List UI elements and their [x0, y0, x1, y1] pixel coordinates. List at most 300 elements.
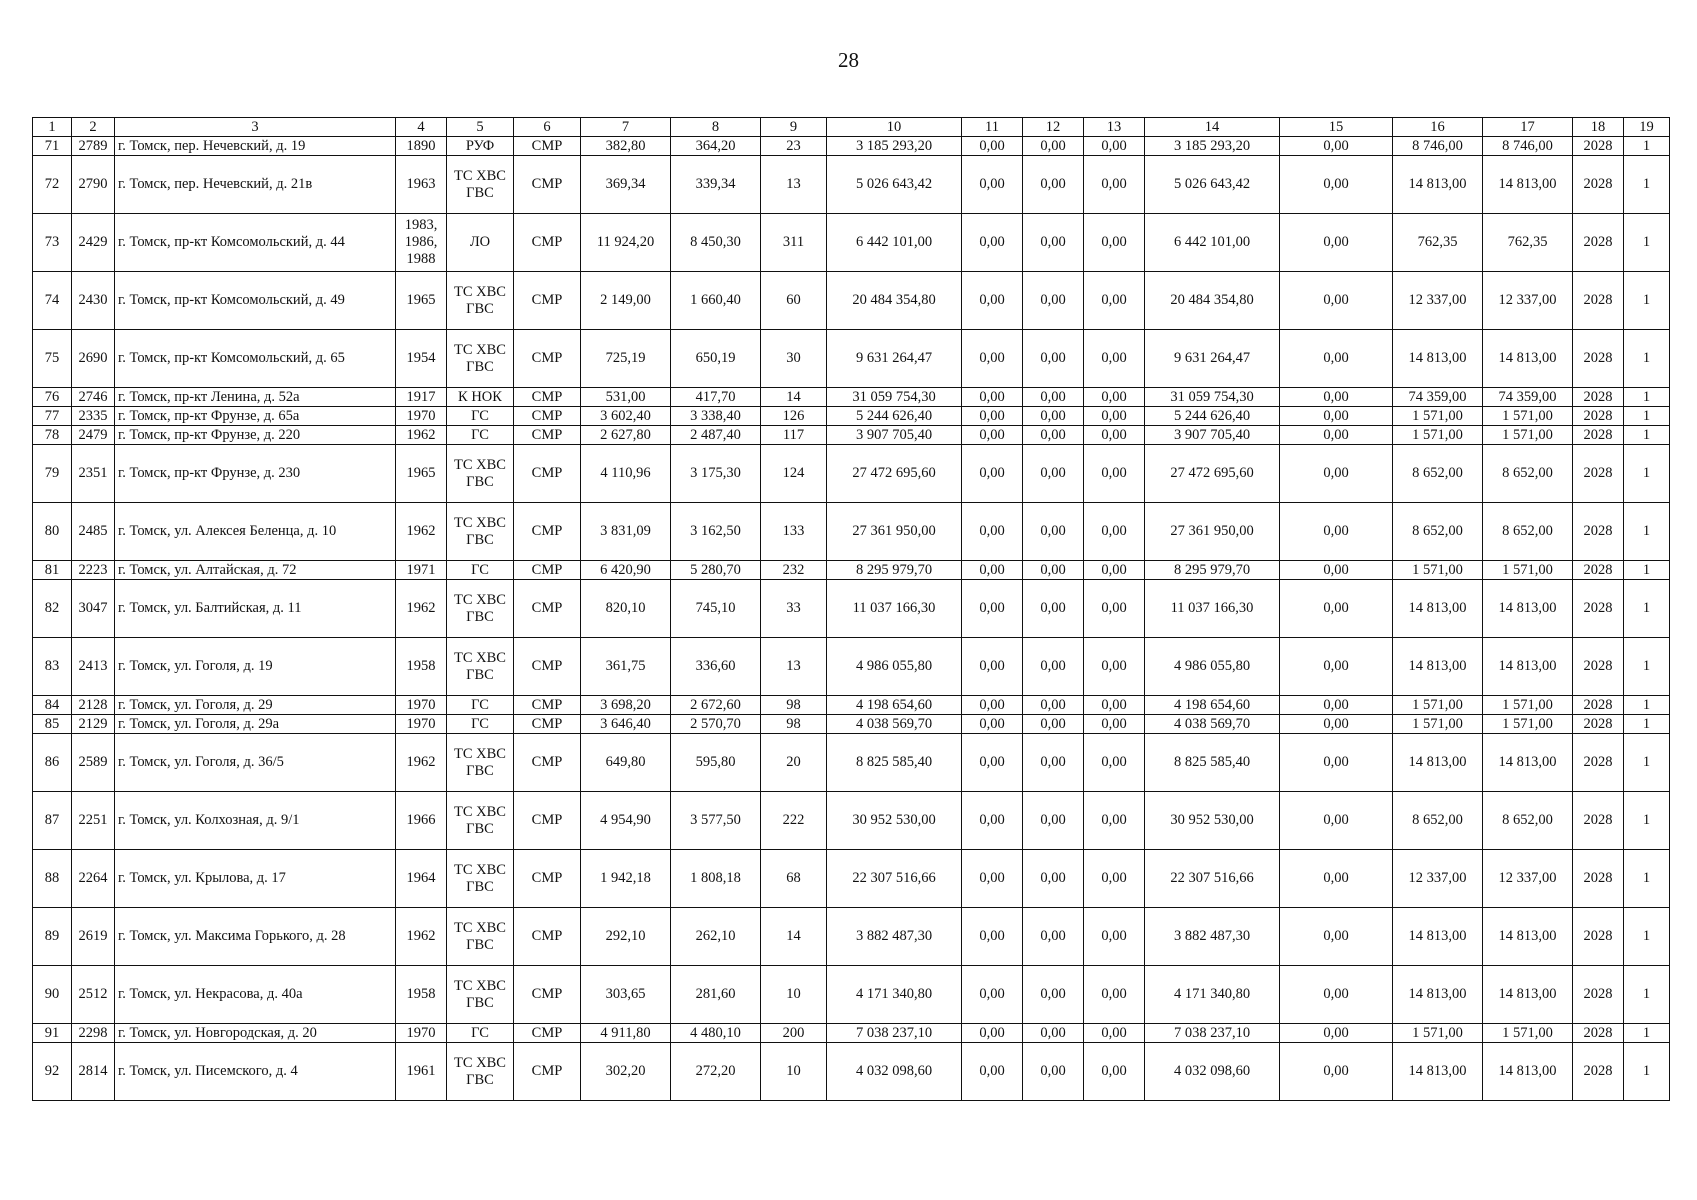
table-cell-col-8: 272,20 — [671, 1043, 761, 1101]
table-row — [33, 445, 1670, 503]
table-cell-col-8: 281,60 — [671, 966, 761, 1024]
table-cell-col-18: 2028 — [1573, 330, 1624, 388]
table-cell-col-17: 14 813,00 — [1483, 156, 1573, 214]
table-cell-col-18: 2028 — [1573, 850, 1624, 908]
table-cell-col-18: 2028 — [1573, 561, 1624, 580]
table-row — [33, 330, 1670, 388]
table-cell-col-10: 5 244 626,40 — [827, 407, 962, 426]
table-cell-col-15: 0,00 — [1280, 561, 1393, 580]
table-cell-col-2: 2746 — [72, 388, 115, 407]
column-header-11: 11 — [962, 118, 1023, 137]
table-cell-col-9: 232 — [761, 561, 827, 580]
table-cell-col-7: 725,19 — [581, 330, 671, 388]
table-cell-col-5: ТС ХВС ГВС — [447, 330, 514, 388]
table-cell-col-6: СМР — [514, 156, 581, 214]
table-cell-col-7: 3 646,40 — [581, 715, 671, 734]
housing-repair-table — [32, 117, 1670, 1101]
table-cell-col-19: 1 — [1624, 966, 1670, 1024]
table-cell-col-9: 117 — [761, 426, 827, 445]
table-cell-col-13: 0,00 — [1084, 407, 1145, 426]
table-cell-col-12: 0,00 — [1023, 561, 1084, 580]
table-row — [33, 561, 1670, 580]
table-cell-col-4: 1970 — [396, 715, 447, 734]
table-cell-col-15: 0,00 — [1280, 156, 1393, 214]
table-cell-col-9: 10 — [761, 966, 827, 1024]
table-cell-col-15: 0,00 — [1280, 503, 1393, 561]
table-cell-col-9: 13 — [761, 156, 827, 214]
table-cell-col-13: 0,00 — [1084, 503, 1145, 561]
table-cell-col-2: 2128 — [72, 696, 115, 715]
table-cell-col-11: 0,00 — [962, 734, 1023, 792]
table-cell-col-12: 0,00 — [1023, 137, 1084, 156]
table-row — [33, 580, 1670, 638]
table-cell-col-12: 0,00 — [1023, 734, 1084, 792]
table-cell-col-16: 8 746,00 — [1393, 137, 1483, 156]
table-cell-col-6: СМР — [514, 715, 581, 734]
table-cell-col-9: 68 — [761, 850, 827, 908]
table-cell-col-9: 33 — [761, 580, 827, 638]
table-cell-col-12: 0,00 — [1023, 850, 1084, 908]
table-cell-col-1: 71 — [33, 137, 72, 156]
table-cell-col-3: г. Томск, ул. Гоголя, д. 19 — [115, 638, 396, 696]
table-cell-col-6: СМР — [514, 908, 581, 966]
table-cell-col-15: 0,00 — [1280, 638, 1393, 696]
table-cell-col-8: 5 280,70 — [671, 561, 761, 580]
table-cell-col-1: 85 — [33, 715, 72, 734]
table-cell-col-3: г. Томск, ул. Гоголя, д. 29 — [115, 696, 396, 715]
table-cell-col-8: 339,34 — [671, 156, 761, 214]
table-cell-col-1: 76 — [33, 388, 72, 407]
table-cell-col-17: 14 813,00 — [1483, 638, 1573, 696]
table-cell-col-4: 1961 — [396, 1043, 447, 1101]
table-cell-col-3: г. Томск, ул. Писемского, д. 4 — [115, 1043, 396, 1101]
table-cell-col-1: 89 — [33, 908, 72, 966]
table-cell-col-13: 0,00 — [1084, 734, 1145, 792]
table-cell-col-9: 23 — [761, 137, 827, 156]
table-cell-col-19: 1 — [1624, 445, 1670, 503]
table-cell-col-19: 1 — [1624, 792, 1670, 850]
table-cell-col-16: 74 359,00 — [1393, 388, 1483, 407]
table-cell-col-17: 14 813,00 — [1483, 1043, 1573, 1101]
table-cell-col-16: 14 813,00 — [1393, 908, 1483, 966]
table-cell-col-15: 0,00 — [1280, 137, 1393, 156]
table-cell-col-6: СМР — [514, 137, 581, 156]
table-row — [33, 850, 1670, 908]
table-cell-col-11: 0,00 — [962, 580, 1023, 638]
table-cell-col-15: 0,00 — [1280, 696, 1393, 715]
table-cell-col-12: 0,00 — [1023, 426, 1084, 445]
table-cell-col-16: 12 337,00 — [1393, 272, 1483, 330]
column-header-14: 14 — [1145, 118, 1280, 137]
column-header-7: 7 — [581, 118, 671, 137]
table-row — [33, 908, 1670, 966]
table-cell-col-6: СМР — [514, 850, 581, 908]
table-cell-col-6: СМР — [514, 966, 581, 1024]
table-cell-col-13: 0,00 — [1084, 388, 1145, 407]
table-cell-col-8: 2 570,70 — [671, 715, 761, 734]
table-cell-col-18: 2028 — [1573, 580, 1624, 638]
table-cell-col-14: 3 907 705,40 — [1145, 426, 1280, 445]
table-cell-col-17: 1 571,00 — [1483, 426, 1573, 445]
table-cell-col-6: СМР — [514, 503, 581, 561]
table-cell-col-18: 2028 — [1573, 1024, 1624, 1043]
table-cell-col-2: 2589 — [72, 734, 115, 792]
table-cell-col-1: 80 — [33, 503, 72, 561]
table-cell-col-17: 12 337,00 — [1483, 850, 1573, 908]
table-cell-col-3: г. Томск, ул. Алексея Беленца, д. 10 — [115, 503, 396, 561]
table-cell-col-11: 0,00 — [962, 156, 1023, 214]
table-cell-col-16: 1 571,00 — [1393, 715, 1483, 734]
table-cell-col-8: 1 660,40 — [671, 272, 761, 330]
table-cell-col-15: 0,00 — [1280, 330, 1393, 388]
table-cell-col-18: 2028 — [1573, 137, 1624, 156]
table-cell-col-10: 8 825 585,40 — [827, 734, 962, 792]
table-cell-col-15: 0,00 — [1280, 426, 1393, 445]
column-header-13: 13 — [1084, 118, 1145, 137]
table-cell-col-7: 2 627,80 — [581, 426, 671, 445]
table-cell-col-16: 14 813,00 — [1393, 638, 1483, 696]
table-cell-col-1: 79 — [33, 445, 72, 503]
table-cell-col-5: ТС ХВС ГВС — [447, 966, 514, 1024]
column-header-9: 9 — [761, 118, 827, 137]
column-header-16: 16 — [1393, 118, 1483, 137]
table-cell-col-19: 1 — [1624, 715, 1670, 734]
table-cell-col-15: 0,00 — [1280, 715, 1393, 734]
table-cell-col-3: г. Томск, ул. Новгородская, д. 20 — [115, 1024, 396, 1043]
column-header-18: 18 — [1573, 118, 1624, 137]
table-cell-col-13: 0,00 — [1084, 638, 1145, 696]
column-header-3: 3 — [115, 118, 396, 137]
table-row — [33, 214, 1670, 272]
table-cell-col-4: 1970 — [396, 407, 447, 426]
table-cell-col-13: 0,00 — [1084, 214, 1145, 272]
table-cell-col-19: 1 — [1624, 850, 1670, 908]
table-cell-col-7: 6 420,90 — [581, 561, 671, 580]
table-cell-col-8: 262,10 — [671, 908, 761, 966]
table-cell-col-6: СМР — [514, 388, 581, 407]
table-cell-col-7: 302,20 — [581, 1043, 671, 1101]
table-cell-col-15: 0,00 — [1280, 1024, 1393, 1043]
table-cell-col-3: г. Томск, ул. Некрасова, д. 40а — [115, 966, 396, 1024]
table-cell-col-11: 0,00 — [962, 407, 1023, 426]
table-cell-col-17: 1 571,00 — [1483, 561, 1573, 580]
table-cell-col-12: 0,00 — [1023, 638, 1084, 696]
table-cell-col-7: 820,10 — [581, 580, 671, 638]
table-cell-col-12: 0,00 — [1023, 330, 1084, 388]
table-cell-col-8: 4 480,10 — [671, 1024, 761, 1043]
table-cell-col-3: г. Томск, пр-кт Фрунзе, д. 220 — [115, 426, 396, 445]
table-cell-col-4: 1962 — [396, 426, 447, 445]
table-cell-col-3: г. Томск, ул. Колхозная, д. 9/1 — [115, 792, 396, 850]
table-cell-col-14: 20 484 354,80 — [1145, 272, 1280, 330]
table-cell-col-18: 2028 — [1573, 156, 1624, 214]
table-cell-col-17: 74 359,00 — [1483, 388, 1573, 407]
table-cell-col-19: 1 — [1624, 1024, 1670, 1043]
table-cell-col-14: 8 825 585,40 — [1145, 734, 1280, 792]
table-cell-col-1: 91 — [33, 1024, 72, 1043]
table-cell-col-18: 2028 — [1573, 388, 1624, 407]
table-cell-col-14: 4 032 098,60 — [1145, 1043, 1280, 1101]
table-cell-col-7: 4 954,90 — [581, 792, 671, 850]
table-cell-col-19: 1 — [1624, 1043, 1670, 1101]
table-cell-col-5: ГС — [447, 426, 514, 445]
table-cell-col-19: 1 — [1624, 388, 1670, 407]
table-cell-col-15: 0,00 — [1280, 734, 1393, 792]
table-cell-col-2: 2619 — [72, 908, 115, 966]
table-cell-col-1: 75 — [33, 330, 72, 388]
table-cell-col-10: 5 026 643,42 — [827, 156, 962, 214]
table-cell-col-4: 1962 — [396, 908, 447, 966]
table-cell-col-19: 1 — [1624, 734, 1670, 792]
table-cell-col-12: 0,00 — [1023, 715, 1084, 734]
table-row — [33, 1043, 1670, 1101]
table-row — [33, 388, 1670, 407]
table-cell-col-15: 0,00 — [1280, 966, 1393, 1024]
table-cell-col-9: 14 — [761, 388, 827, 407]
table-cell-col-3: г. Томск, пр-кт Комсомольский, д. 44 — [115, 214, 396, 272]
column-header-19: 19 — [1624, 118, 1670, 137]
table-cell-col-10: 22 307 516,66 — [827, 850, 962, 908]
table-cell-col-17: 8 652,00 — [1483, 503, 1573, 561]
table-cell-col-3: г. Томск, пр-кт Комсомольский, д. 49 — [115, 272, 396, 330]
table-cell-col-11: 0,00 — [962, 214, 1023, 272]
table-cell-col-11: 0,00 — [962, 638, 1023, 696]
table-cell-col-19: 1 — [1624, 156, 1670, 214]
table-cell-col-18: 2028 — [1573, 792, 1624, 850]
table-cell-col-10: 4 986 055,80 — [827, 638, 962, 696]
table-cell-col-18: 2028 — [1573, 407, 1624, 426]
table-cell-col-13: 0,00 — [1084, 696, 1145, 715]
table-cell-col-3: г. Томск, пр-кт Комсомольский, д. 65 — [115, 330, 396, 388]
table-cell-col-5: ГС — [447, 561, 514, 580]
table-cell-col-11: 0,00 — [962, 850, 1023, 908]
table-row — [33, 503, 1670, 561]
table-cell-col-5: ТС ХВС ГВС — [447, 638, 514, 696]
table-cell-col-6: СМР — [514, 1043, 581, 1101]
table-cell-col-8: 336,60 — [671, 638, 761, 696]
table-cell-col-19: 1 — [1624, 426, 1670, 445]
table-cell-col-7: 11 924,20 — [581, 214, 671, 272]
table-cell-col-1: 74 — [33, 272, 72, 330]
table-cell-col-10: 3 185 293,20 — [827, 137, 962, 156]
table-cell-col-8: 2 672,60 — [671, 696, 761, 715]
table-cell-col-4: 1963 — [396, 156, 447, 214]
table-cell-col-7: 361,75 — [581, 638, 671, 696]
table-cell-col-2: 2430 — [72, 272, 115, 330]
table-cell-col-2: 2479 — [72, 426, 115, 445]
table-row — [33, 137, 1670, 156]
table-cell-col-6: СМР — [514, 792, 581, 850]
table-cell-col-16: 14 813,00 — [1393, 1043, 1483, 1101]
table-cell-col-7: 4 110,96 — [581, 445, 671, 503]
table-cell-col-12: 0,00 — [1023, 792, 1084, 850]
table-cell-col-18: 2028 — [1573, 696, 1624, 715]
table-cell-col-2: 2335 — [72, 407, 115, 426]
table-cell-col-19: 1 — [1624, 580, 1670, 638]
table-cell-col-4: 1971 — [396, 561, 447, 580]
table-cell-col-18: 2028 — [1573, 272, 1624, 330]
table-cell-col-15: 0,00 — [1280, 272, 1393, 330]
table-cell-col-4: 1970 — [396, 696, 447, 715]
table-cell-col-10: 8 295 979,70 — [827, 561, 962, 580]
table-cell-col-5: ТС ХВС ГВС — [447, 272, 514, 330]
table-cell-col-8: 8 450,30 — [671, 214, 761, 272]
table-cell-col-14: 3 185 293,20 — [1145, 137, 1280, 156]
table-cell-col-4: 1970 — [396, 1024, 447, 1043]
table-cell-col-2: 3047 — [72, 580, 115, 638]
table-cell-col-13: 0,00 — [1084, 561, 1145, 580]
table-cell-col-13: 0,00 — [1084, 908, 1145, 966]
table-cell-col-5: ЛО — [447, 214, 514, 272]
table-cell-col-16: 14 813,00 — [1393, 966, 1483, 1024]
table-cell-col-14: 30 952 530,00 — [1145, 792, 1280, 850]
table-cell-col-2: 2429 — [72, 214, 115, 272]
table-cell-col-12: 0,00 — [1023, 407, 1084, 426]
table-cell-col-14: 4 038 569,70 — [1145, 715, 1280, 734]
table-cell-col-6: СМР — [514, 407, 581, 426]
table-cell-col-12: 0,00 — [1023, 696, 1084, 715]
table-cell-col-4: 1958 — [396, 638, 447, 696]
table-cell-col-13: 0,00 — [1084, 792, 1145, 850]
page-number: 28 — [838, 48, 859, 72]
table-cell-col-4: 1958 — [396, 966, 447, 1024]
table-cell-col-15: 0,00 — [1280, 908, 1393, 966]
table-cell-col-10: 30 952 530,00 — [827, 792, 962, 850]
table-cell-col-9: 10 — [761, 1043, 827, 1101]
table-cell-col-4: 1962 — [396, 734, 447, 792]
table-cell-col-10: 31 059 754,30 — [827, 388, 962, 407]
table-cell-col-10: 7 038 237,10 — [827, 1024, 962, 1043]
table-cell-col-6: СМР — [514, 561, 581, 580]
table-cell-col-5: ТС ХВС ГВС — [447, 850, 514, 908]
table-cell-col-8: 745,10 — [671, 580, 761, 638]
table-cell-col-18: 2028 — [1573, 214, 1624, 272]
table-cell-col-5: ТС ХВС ГВС — [447, 734, 514, 792]
table-cell-col-1: 82 — [33, 580, 72, 638]
table-cell-col-7: 303,65 — [581, 966, 671, 1024]
table-cell-col-15: 0,00 — [1280, 388, 1393, 407]
table-cell-col-16: 1 571,00 — [1393, 407, 1483, 426]
table-cell-col-5: К НОК — [447, 388, 514, 407]
table-cell-col-2: 2351 — [72, 445, 115, 503]
table-cell-col-7: 649,80 — [581, 734, 671, 792]
table-cell-col-17: 8 652,00 — [1483, 792, 1573, 850]
table-cell-col-14: 27 361 950,00 — [1145, 503, 1280, 561]
table-cell-col-1: 86 — [33, 734, 72, 792]
table-cell-col-9: 133 — [761, 503, 827, 561]
table-cell-col-11: 0,00 — [962, 1024, 1023, 1043]
table-cell-col-5: ТС ХВС ГВС — [447, 445, 514, 503]
table-cell-col-9: 30 — [761, 330, 827, 388]
table-cell-col-14: 11 037 166,30 — [1145, 580, 1280, 638]
table-cell-col-3: г. Томск, ул. Гоголя, д. 36/5 — [115, 734, 396, 792]
table-cell-col-13: 0,00 — [1084, 426, 1145, 445]
table-cell-col-15: 0,00 — [1280, 792, 1393, 850]
table-cell-col-14: 4 986 055,80 — [1145, 638, 1280, 696]
table-cell-col-11: 0,00 — [962, 792, 1023, 850]
table-cell-col-1: 83 — [33, 638, 72, 696]
table-cell-col-10: 27 472 695,60 — [827, 445, 962, 503]
table-cell-col-14: 22 307 516,66 — [1145, 850, 1280, 908]
table-cell-col-17: 14 813,00 — [1483, 966, 1573, 1024]
column-header-8: 8 — [671, 118, 761, 137]
table-cell-col-18: 2028 — [1573, 638, 1624, 696]
table-cell-col-12: 0,00 — [1023, 503, 1084, 561]
table-cell-col-1: 90 — [33, 966, 72, 1024]
table-cell-col-6: СМР — [514, 638, 581, 696]
table-cell-col-16: 1 571,00 — [1393, 696, 1483, 715]
table-cell-col-2: 2690 — [72, 330, 115, 388]
table-cell-col-11: 0,00 — [962, 137, 1023, 156]
table-cell-col-5: ГС — [447, 715, 514, 734]
table-cell-col-14: 4 171 340,80 — [1145, 966, 1280, 1024]
table-cell-col-16: 12 337,00 — [1393, 850, 1483, 908]
table-cell-col-1: 87 — [33, 792, 72, 850]
column-header-2: 2 — [72, 118, 115, 137]
table-cell-col-7: 531,00 — [581, 388, 671, 407]
table-row — [33, 1024, 1670, 1043]
table-cell-col-13: 0,00 — [1084, 580, 1145, 638]
table-cell-col-14: 7 038 237,10 — [1145, 1024, 1280, 1043]
table-cell-col-6: СМР — [514, 734, 581, 792]
table-cell-col-11: 0,00 — [962, 445, 1023, 503]
table-cell-col-4: 1965 — [396, 445, 447, 503]
table-cell-col-13: 0,00 — [1084, 156, 1145, 214]
table-cell-col-10: 20 484 354,80 — [827, 272, 962, 330]
table-cell-col-4: 1917 — [396, 388, 447, 407]
table-cell-col-9: 14 — [761, 908, 827, 966]
table-cell-col-9: 200 — [761, 1024, 827, 1043]
table-cell-col-5: ГС — [447, 1024, 514, 1043]
table-cell-col-9: 98 — [761, 715, 827, 734]
table-cell-col-10: 3 907 705,40 — [827, 426, 962, 445]
table-cell-col-2: 2485 — [72, 503, 115, 561]
table-cell-col-6: СМР — [514, 330, 581, 388]
table-cell-col-17: 1 571,00 — [1483, 696, 1573, 715]
table-row — [33, 792, 1670, 850]
table-cell-col-16: 1 571,00 — [1393, 561, 1483, 580]
table-cell-col-8: 3 162,50 — [671, 503, 761, 561]
table-cell-col-6: СМР — [514, 426, 581, 445]
table-cell-col-16: 8 652,00 — [1393, 445, 1483, 503]
table-cell-col-9: 98 — [761, 696, 827, 715]
table-cell-col-2: 2264 — [72, 850, 115, 908]
table-cell-col-3: г. Томск, ул. Балтийская, д. 11 — [115, 580, 396, 638]
table-cell-col-17: 12 337,00 — [1483, 272, 1573, 330]
table-cell-col-7: 292,10 — [581, 908, 671, 966]
table-cell-col-1: 72 — [33, 156, 72, 214]
table-cell-col-11: 0,00 — [962, 330, 1023, 388]
table-cell-col-19: 1 — [1624, 272, 1670, 330]
table-cell-col-4: 1954 — [396, 330, 447, 388]
table-cell-col-17: 14 813,00 — [1483, 734, 1573, 792]
table-cell-col-10: 4 171 340,80 — [827, 966, 962, 1024]
table-cell-col-1: 78 — [33, 426, 72, 445]
table-cell-col-3: г. Томск, пер. Нечевский, д. 19 — [115, 137, 396, 156]
table-row — [33, 156, 1670, 214]
table-cell-col-3: г. Томск, пер. Нечевский, д. 21в — [115, 156, 396, 214]
table-cell-col-4: 1966 — [396, 792, 447, 850]
table-cell-col-3: г. Томск, пр-кт Фрунзе, д. 65а — [115, 407, 396, 426]
table-cell-col-8: 3 175,30 — [671, 445, 761, 503]
column-header-17: 17 — [1483, 118, 1573, 137]
table-cell-col-2: 2251 — [72, 792, 115, 850]
table-cell-col-7: 382,80 — [581, 137, 671, 156]
table-cell-col-11: 0,00 — [962, 561, 1023, 580]
table-cell-col-12: 0,00 — [1023, 272, 1084, 330]
table-cell-col-4: 1983, 1986, 1988 — [396, 214, 447, 272]
table-row — [33, 966, 1670, 1024]
